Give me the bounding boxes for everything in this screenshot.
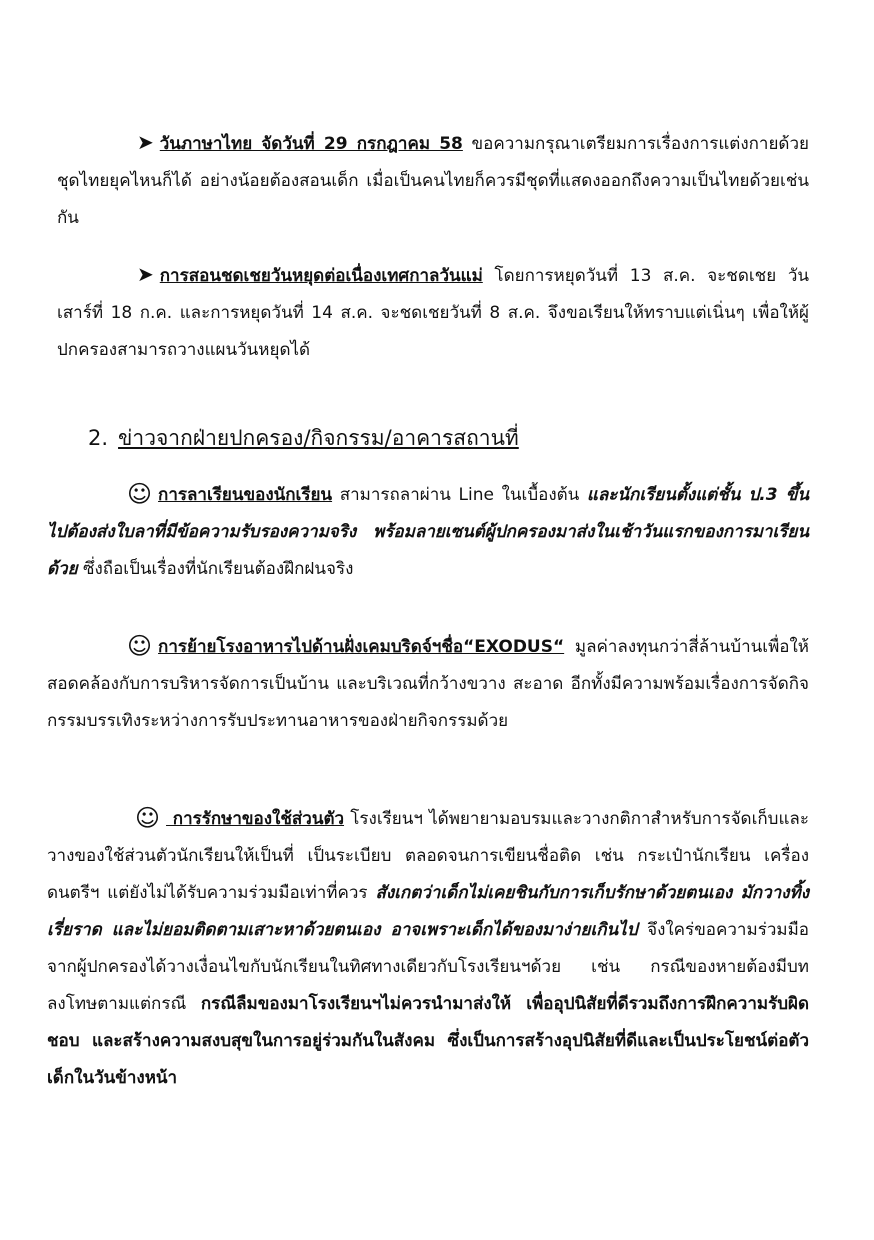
canteen-paragraph <box>47 628 809 740</box>
makeup-class-paragraph <box>57 256 809 369</box>
belongings-text-2: จึงใคร่ขอความร่วมมือจากผู้ปกครองได้วางเงื่อนไขกับนักเรียนในทิศทางเดียวกับโรงเรียนฯด้วย เช่น กรณีของหายต้องมีบทลงโทษตามแต่กรณี <box>47 920 809 1014</box>
canteen-text: มูลค่าลงทุนกว่าสี่ล้านบ้านเพื่อให้สอดคล้องกับการบริหารจัดการเป็นบ้าน และบริเวณที่กว้างขวาง สะอาด อีกทั้งมีความพร้อมเรื่องการจัดกิจกรรมบรรเทิงระหว่างการรับประทานอาหารของฝ่ายกิจกรรมด้วย <box>47 637 809 731</box>
leave-paragraph <box>47 476 809 588</box>
arrow-right-icon: ➤ <box>137 262 154 286</box>
belongings-text-emphasis: สังเกตว่าเด็กไม่เคยชินกับการเก็บรักษาด้วยตนเอง มักวางทิ้งเรี่ยราด และไม่ยอมติดตามเสาะหาด้วยตนเอง อาจเพราะเด็กได้ของมาง่ายเกินไป <box>47 883 809 940</box>
language-day-title: วันภาษาไทย จัดวันที่ 29 กรกฎาคม 58 <box>159 134 463 154</box>
belongings-paragraph <box>47 800 809 1097</box>
leave-text-2: ซึ่งถือเป็นเรื่องที่นักเรียนต้องฝึกฝนจริง <box>77 559 354 579</box>
canteen-title: การย้ายโรงอาหารไปด้านฝั่งเคมบริดจ์ฯชื่อ“EXODUS“ <box>158 637 565 657</box>
language-day-paragraph <box>57 124 809 237</box>
language-day-text: ขอความกรุณาเตรียมการเรื่องการแต่งกายด้วยชุดไทยยุคไหนก็ได้ อย่างน้อยต้องสอนเด็ก เมื่อเป็นคนไทยก็ควรมีชุดที่แสดงออกถึงความเป็นไทยด้วยเช่นกัน <box>57 134 809 228</box>
makeup-class-text: โดยการหยุดวันที่ 13 ส.ค. จะชดเชย วันเสาร์ที่ 18 ก.ค. และการหยุดวันที่ 14 ส.ค. จะชดเชยวันที่ 8 ส.ค. จึงขอเรียนให้ทราบแต่เนิ่นๆ เพื่อให้ผู้ปกครองสามารถวางแผนวันหยุดได้ <box>57 266 809 360</box>
leave-title: การลาเรียนของนักเรียน <box>158 485 333 505</box>
smiley-icon: ☺ <box>127 632 153 660</box>
section-number: 2. <box>88 426 109 450</box>
arrow-right-icon: ➤ <box>137 130 154 154</box>
leave-text-1: สามารถลาผ่าน Line ในเบื้องต้น <box>332 485 587 505</box>
section-heading <box>88 418 519 458</box>
makeup-class-title: การสอนชดเชยวันหยุดต่อเนื่องเทศกาลวันแม่ <box>159 266 483 286</box>
smiley-icon: ☺ <box>127 480 153 508</box>
leave-text-emphasis: และนักเรียนตั้งแต่ชั้น ป.3 ขึ้นไปต้องส่งใบลาที่มีข้อความรับรองความจริง พร้อมลายเซนต์ผู้ปกครองมาส่งในเช้าวันแรกของการมาเรียนด้วย <box>47 485 809 579</box>
belongings-text-1: โรงเรียนฯ ได้พยายามอบรมและวางกติกาสำหรับการจัดเก็บและวางของใช้ส่วนตัวนักเรียนให้เป็นที่ เป็นระเบียบ ตลอดจนการเขียนชื่อติด เช่น กระเป๋านักเรียน เครื่องดนตรีฯ แต่ยังไม่ได้รับความร่วมมือเท่าที่ควร <box>47 809 809 903</box>
belongings-text-bold: กรณีลืมของมาโรงเรียนฯไม่ควรนำมาส่งให้ เพื่ออุปนิสัยที่ดีรวมถึงการฝึกความรับผิดชอบ และสร้างความสงบสุขในการอยู่ร่วมกันในสังคม ซึ่งเป็นการสร้างอุปนิสัยที่ดีและเป็นประโยชน์ต่อตัวเด็กในวันข้างหน้า <box>47 994 810 1088</box>
belongings-title: การรักษาของใช้ส่วนตัว <box>166 809 345 829</box>
smiley-icon: ☺ <box>135 804 161 832</box>
section-title: ข่าวจากฝ่ายปกครอง/กิจกรรม/อาคารสถานที่ <box>118 426 519 450</box>
